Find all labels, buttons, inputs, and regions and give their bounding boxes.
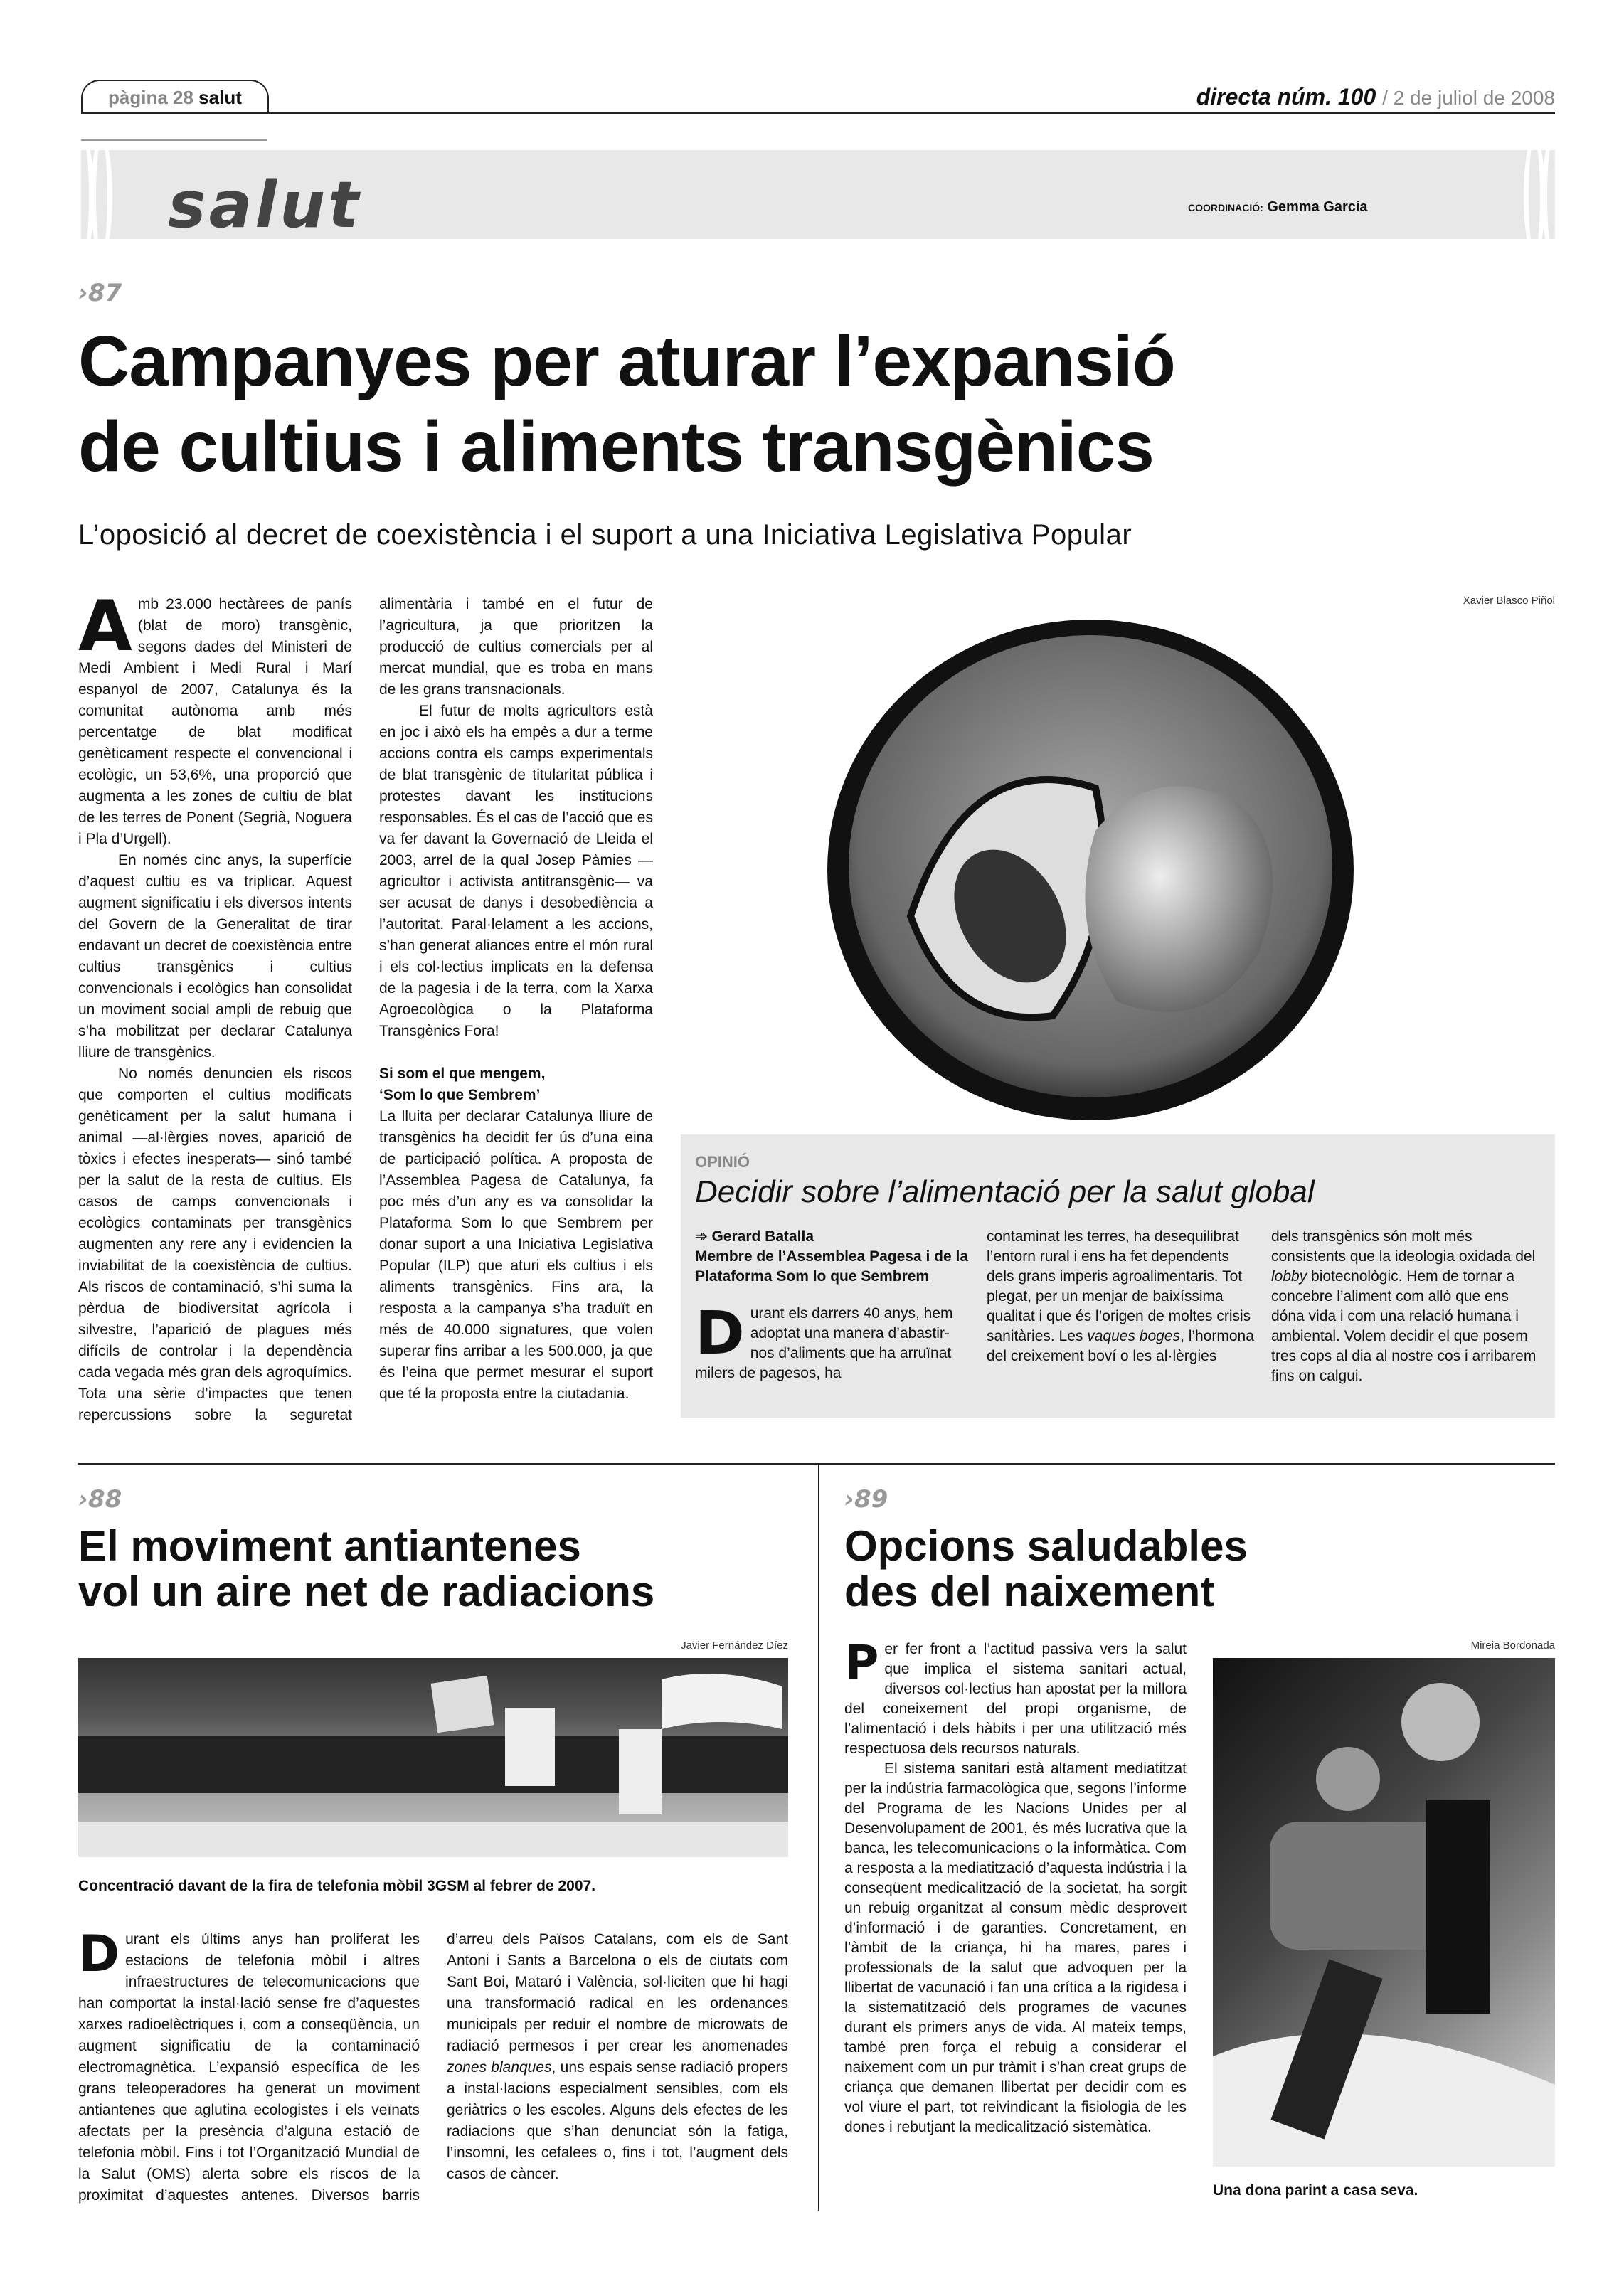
photo-credit: Xavier Blasco Piñol	[1463, 595, 1555, 607]
article-number: ›89	[844, 1485, 888, 1514]
banner-arc	[91, 150, 112, 239]
headline: Campanyes per aturar l’expansió de cultius i aliments transgènics	[78, 321, 1175, 487]
drop-cap: A	[78, 586, 132, 667]
headline-88: El moviment antiantenes vol un aire net de radiacions	[78, 1522, 655, 1615]
divider	[81, 139, 267, 141]
article-number: ›88	[78, 1485, 122, 1514]
subtitle: L’oposició al decret de coexistència i el suport a una Iniciativa Legislativa Popular	[78, 519, 1132, 551]
drop-cap: D	[695, 1298, 745, 1368]
article-number: ›87	[78, 279, 122, 307]
drop-cap: P	[844, 1635, 879, 1690]
issue-info: directa núm. 100 / 2 de juliol de 2008	[1196, 84, 1555, 110]
opinion-box	[681, 1134, 1555, 1418]
photo-credit: Mireia Bordonada	[1470, 1639, 1555, 1652]
divider	[818, 1463, 819, 2211]
page-tab: pàgina 28 salut	[81, 80, 269, 114]
photo-fruit-bowl	[825, 617, 1356, 1122]
divider	[78, 1463, 1555, 1465]
article88-body: Durant els últims anys han proliferat les estacions de telefonia mòbil i altres infraestructures de telecomunicacions que han comportat la instal·lació sense fre d’aquestes xarxes radioelèctriques i, com a conseqüència, un augment significatiu de la contaminació electromagnètica. L’expansió específica de les grans teleoperadores ha generat un moviment antiantenes que aglutina ecologistes i els veïnats afectats per la presència d’alguna estació de telefonia mòbil. Fins i tot l’Organització Mundial de la Salut (OMS) alerta sobre els riscos de la proximitat d’aquestes antenes. Diversos barris d’arreu dels Països Catalans, com els de Sant Antoni i Sants a Barcelona o els de ciutats com Sant Boi, Mataró i València, sol·liciten que hi hagi una transformació radical en les ordenances municipals per reduir el nombre de microwats de radiació permesos i per crear les anomenades zones blanques, uns espais sense radiació propers a instal·lacions especialment sensibles, com els geriàtrics o les escoles. Alguns dels efectes de les radiacions que s’han denunciat són la fatiga, l’insomni, les cefalees o, fins i tot, l’augment dels casos de càncer.	[78, 1925, 788, 2204]
opinion-title: Decidir sobre l’alimentació per la salut global	[695, 1174, 1315, 1209]
headline-89: Opcions saludables des del naixement	[844, 1522, 1248, 1615]
section-title: salut	[168, 168, 362, 243]
header-rule	[81, 112, 1555, 114]
opinion-kicker: OPINIÓ	[695, 1153, 750, 1171]
protest-image	[78, 1658, 788, 1857]
article-body: Amb 23.000 hectàrees de panís (blat de moro) transgènic, segons dades del Ministeri de Medi Ambient i Medi Rural i Marí espanyol de 2007, Catalunya és la comunitat autònoma amb més percentatge de blat modificat genèticament respecte el convencional i ecològic, un 53,6%, una proporció que augmenta a les zones de cultiu de blat de les terres de Ponent (Segrià, Noguera i Pla d’Urgell). En només cinc anys, la superfície d’aquest cultiu es va triplicar. Aquest augment significatiu i els diversos intents del Govern de la Generalitat de tirar endavant un decret de coexistència entre cultius transgènics i cultius convencionals i ecològics han consolidat un moviment social ampli de rebuig que s’ha mobilitzat per declarar Catalunya lliure de transgènics. No només denuncien els riscos que comporten el cultius modificats genèticament per la salut humana i animal —al·lèrgies noves, aparició de tòxics i efectes inesperats— sinó també per la salut de la resta de cultius. Els casos de camps convencionals i ecològics contaminats per transgènics augmenten any rere any i evidencien la inviabilitat de la coexistència de cultius. Als riscos de contaminació, s’hi suma la pèrdua de biodiversitat agrícola i silvestre, l’aparició de plagues més difícils de controlar i la dependència cada vegada més gran dels agroquímics. Tota una sèrie d’impactes que tenen repercussions sobre la seguretat alimentària i també en el futur de l’agricultura, ja que prioritzen la producció de cultius comercials per al mercat mundial, que es troba en mans de les grans transnacionals. El futur de molts agricultors està en joc i això els ha empès a dur a terme accions contra els camps experimentals de blat transgènic de titularitat pública i protestes davant les institucions responsables. És el cas de l’acció que es va fer davant la Governació de Lleida el 2003, arrel de la qual Josep Pàmies —agricultor i activista antitransgènic— va ser acusat de danys i desobediència a l’autoritat. Paral·lelament a les accions, s’han generat aliances entre el món rural i els col·lectius implicats en la defensa de la pagesia i de la terra, com la Xarxa Agroecològica o la Plataforma Transgènics Fora! Si som el que mengem, ‘Som lo que Sembrem’ La lluita per declarar Catalunya lliure de transgènics ha decidit fer ús d’una eina de participació política. A proposta de l’Assemblea Pagesa de Catalunya, fa poc més d’un any es va consolidar la Plataforma Som lo que Sembrem per donar suport a una Iniciativa Legislativa Popular (ILP) que aturi els cultius i els aliments transgènics. Fins ara, la resposta a la campanya s’ha traduït en més de 40.000 signatures, que volen superar fins arribar a les 500.000, ja que és l’eina que permet mesurar el suport que té la proposta entre la ciutadania.	[78, 586, 653, 1423]
drop-cap: D	[78, 1925, 120, 1983]
opinion-col1: ➾ Gerard Batalla Membre de l’Assemblea Pagesa i de la Plataforma Som lo que Sembrem Durant els darrers 40 anys, hem adoptat una manera d’abastir-nos d’aliments que ha arruïnat milers de pagesos, ha	[695, 1228, 969, 1381]
subheading: Si som el que mengem, ‘Som lo que Sembrem’	[379, 1065, 546, 1103]
opinion-col3: dels transgènics són molt més consistents que la ideologia oxidada del lobby biotecnològic. Hem de tornar a concebre l’aliment com allò que ens dóna vida i com una relació humana i ambiental. Volem decidir el que posem tres cops al dia al nostre cos i arribarem fins on calgui.	[1271, 1228, 1537, 1384]
fruit-bowl-image	[825, 617, 1356, 1122]
photo-caption: Concentració davant de la fira de telefonia mòbil 3GSM al febrer de 2007.	[78, 1878, 596, 1894]
banner-arc	[1542, 150, 1555, 239]
photo-credit: Javier Fernández Díez	[681, 1639, 788, 1652]
coordination: COORDINACIÓ: Gemma Garcia	[1188, 199, 1368, 215]
article89-body: Per fer front a l’actitud passiva vers la salut que implica el sistema sanitari actual, diversos col·lectius han apostat per la millora del coneixement del propi organisme, de l’alimentació i dels hàbits i per una utilització més respectuosa dels recursos naturals. El sistema sanitari està altament mediatitzat per la indústria farmacològica que, segons l’informe del Programa de les Nacions Unides per al Desenvolupament de 2001, és més lucrativa que la banca, les telecomunicacions o la informàtica. Com a resposta a la mediatització d’aquesta indústria i la conseqüent medicalització de la societat, ha sorgit un rebuig organitzat al consum mèdic desproveït d’informació i de garanties. Concretament, en l’àmbit de la criança, hi ha mares, pares i professionals de la salut que advoquen per la llibertat de vacunació i fan una crítica a la rigidesa i la sistematització dels programes de vacunes durant els primers anys de vida. Al mateix temps, també pren força el rebuig a considerar el naixement com un pur tràmit i s’han creat grups de criança que demanen llibertat per decidir com es vol viure el part, tot reivindicant la fisiologia de les dones i rebutjant la medicalització sistemàtica.	[844, 1635, 1187, 2135]
opinion-col2: contaminat les terres, ha desequilibrat l’entorn rural i ens ha fet dependents dels grans imperis agroalimentaris. Tot plegat, per un menjar de baixíssima qualitat i que és l’origen de moltes crisis sanitàries. Les vaques boges, l’hormona del creixement boví o les al·lèrgies	[987, 1228, 1254, 1364]
arrow-icon: ➾	[695, 1228, 708, 1245]
photo-protest	[78, 1658, 788, 1857]
birth-image	[1213, 1658, 1555, 2167]
photo-birth	[1213, 1658, 1555, 2167]
photo-caption: Una dona parint a casa seva.	[1213, 2182, 1418, 2199]
